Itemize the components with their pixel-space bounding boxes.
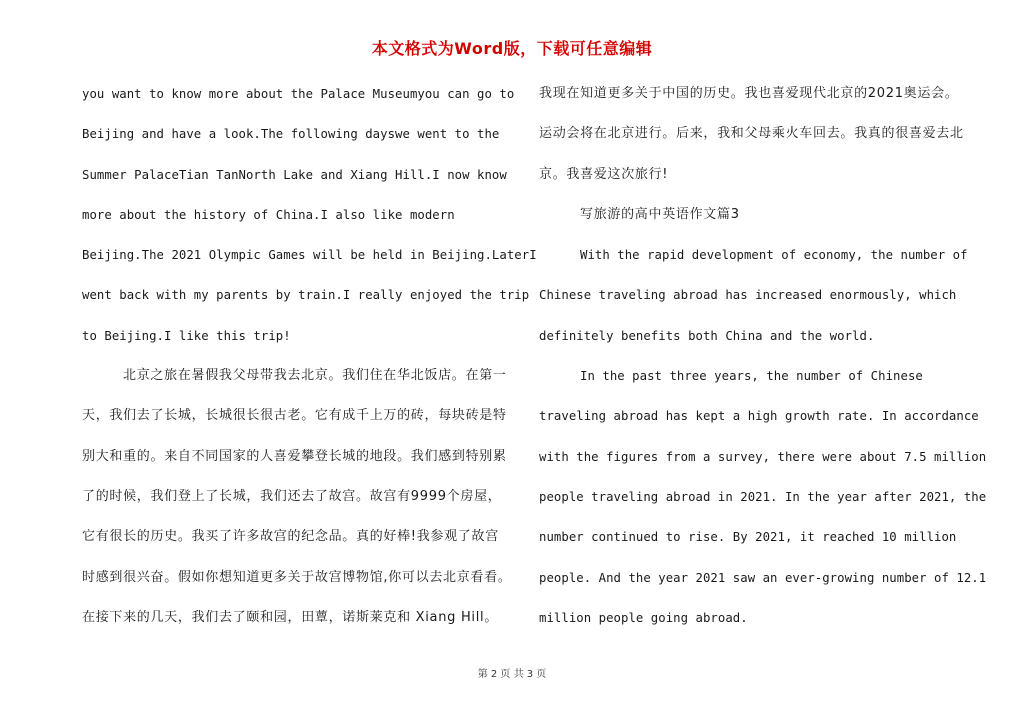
text-line: people. And the year 2021 saw an ever-growing number of 12.1 <box>539 570 987 585</box>
text-line: With the rapid development of economy, the number of <box>580 248 968 263</box>
text-line: 京。我喜爱这次旅行! <box>539 166 669 182</box>
text-line: people traveling abroad in 2021. In the year after 2021, the <box>539 489 987 504</box>
text-line: 别大和重的。来自不同国家的人喜爱攀登长城的地段。我们感到特别累 <box>82 448 507 464</box>
text-line: 北京之旅在暑假我父母带我去北京。我们住在华北饭店。在第一 <box>123 368 507 384</box>
text-line: 我现在知道更多关于中国的历史。我也喜爱现代北京的2021奥运会。 <box>539 86 959 101</box>
text-line: to Beijing.I like this trip! <box>82 328 291 343</box>
text-line: Beijing.The 2021 Olympic Games will be held in Beijing.LaterI <box>82 248 537 263</box>
text-line: million people going abroad. <box>539 610 748 625</box>
text-line: you want to know more about the Palace Museumyou can go to <box>82 87 515 101</box>
text-line: Chinese traveling abroad has increased enormously, which <box>539 288 957 303</box>
text-line: with the figures from a survey, there were about 7.5 million <box>539 449 987 464</box>
document-banner: 本文格式为Word版，下载可任意编辑 <box>371 39 653 58</box>
text-line: 它有很长的历史。我买了许多故宫的纪念品。真的好棒!我参观了故宫 <box>82 529 499 545</box>
text-line: 天，我们去了长城，长城很长很古老。它有成千上万的砖，每块砖是特 <box>82 408 507 424</box>
right-column <box>539 80 987 644</box>
text-line: Summer PalaceTian TanNorth Lake and Xiang Hill.I now know <box>82 167 507 182</box>
text-line: number continued to rise. By 2021, it reached 10 million <box>539 530 957 545</box>
left-column <box>82 80 537 644</box>
section-heading: 写旅游的高中英语作文篇3 <box>580 206 740 222</box>
text-line: more about the history of China.I also like modern <box>82 207 455 222</box>
text-line: traveling abroad has kept a high growth rate. In accordance <box>539 409 979 424</box>
text-line: Beijing and have a look.The following dayswe went to the <box>82 127 500 142</box>
text-line: 在接下来的几天，我们去了颐和园，田蕈，诺斯莱克和 Xiang Hill。 <box>82 609 499 625</box>
page-number: 第 2 页 共 3 页 <box>477 669 547 680</box>
text-line: went back with my parents by train.I really enjoyed the trip <box>82 288 530 303</box>
text-line: 时感到很兴奋。假如你想知道更多关于故宫博物馆,你可以去北京看看。 <box>82 569 512 585</box>
text-line: 了的时候，我们登上了长城，我们还去了故宫。故宫有9999个房屋， <box>82 488 502 504</box>
text-line: 运动会将在北京进行。后来，我和父母乘火车回去。我真的很喜爱去北 <box>539 126 964 142</box>
text-line: In the past three years, the number of Chinese <box>580 369 923 384</box>
text-line: definitely benefits both China and the world. <box>539 328 875 343</box>
